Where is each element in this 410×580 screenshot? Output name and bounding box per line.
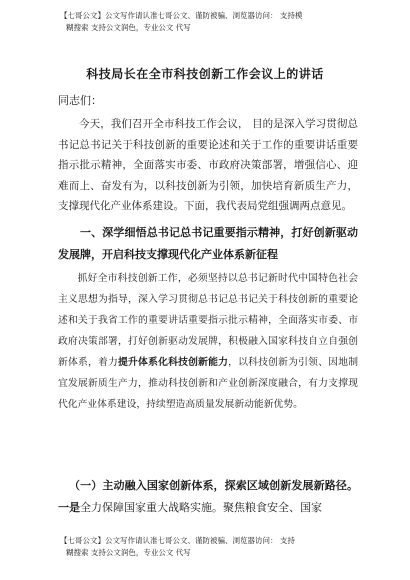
subsection-paragraph-1 (58, 475, 358, 519)
footer-line-1: 【七哥公文】公文写作请认准七哥公文、谨防被骗、浏览器访问： 支持 (60, 536, 295, 545)
header-line-2: 糊搜索 支持公文润色，专业公文 代写 (66, 23, 191, 32)
subsection-text-1: 全力保障国家重大战略实施。聚焦粮食安全、国家 (80, 501, 322, 514)
page-footer (60, 535, 360, 559)
paragraph-section-1-bold: 提升体系化科技创新能力 (118, 357, 229, 368)
subsection-heading-1: （一）主动融入国家创新体系，探索区域创新发展新路径。一是 (58, 479, 358, 514)
page-header (60, 10, 360, 34)
paragraph-section-1 (58, 268, 358, 415)
paragraph-section-1-part-2: ，以科技创新为引领、因地制宜发展新质生产力，推动科技创新和产业创新深度融合，有力支撑现代化产业体系建设，持续塑造高质量发展新动能新优势。 (58, 357, 359, 410)
paragraph-section-1-part-1: 抓好全市科技创新工作，必须坚持以总书记新时代中国特色社会主义思想为指导，深入学习贯彻总书记总书记关于科技创新的重要论述和关于我省工作的重要讲话重要指示批示精神，全面落实市委、市政府决策部署，打好创新驱动发展牌，积极融入国家科技自立自强创新体系，着力 (58, 273, 358, 368)
section-heading-1: 一、深学细悟总书记总书记重要指示精神，打好创新驱动发展牌，开启科技支撑现代化产业体系新征程 (58, 226, 358, 261)
greeting: 同志们： (58, 94, 102, 107)
header-line-1: 【七哥公文】公文写作请认准七哥公文、谨防被骗、浏览器访问： 支持模 (60, 11, 303, 20)
document-title: 科技局长在全市科技创新工作会议上的讲话 (86, 67, 324, 81)
footer-line-2: 糊搜索 支持公文润色，专业公文 代写 (66, 548, 191, 557)
paragraph-intro: 今天，我们召开全市科技工作会议， 目的是深入学习贯彻总书记总书记关于科技创新的重要论述和关于工作的重要讲话重要指示批示精神，全面落实市委、市政府决策部署，增强信心、迎难而上、奋发有为，以科技创新为引领，加快培育新质生产力，支撑现代化产业体系建设。下面，我代表局党组强调两点意见。 (58, 118, 358, 212)
